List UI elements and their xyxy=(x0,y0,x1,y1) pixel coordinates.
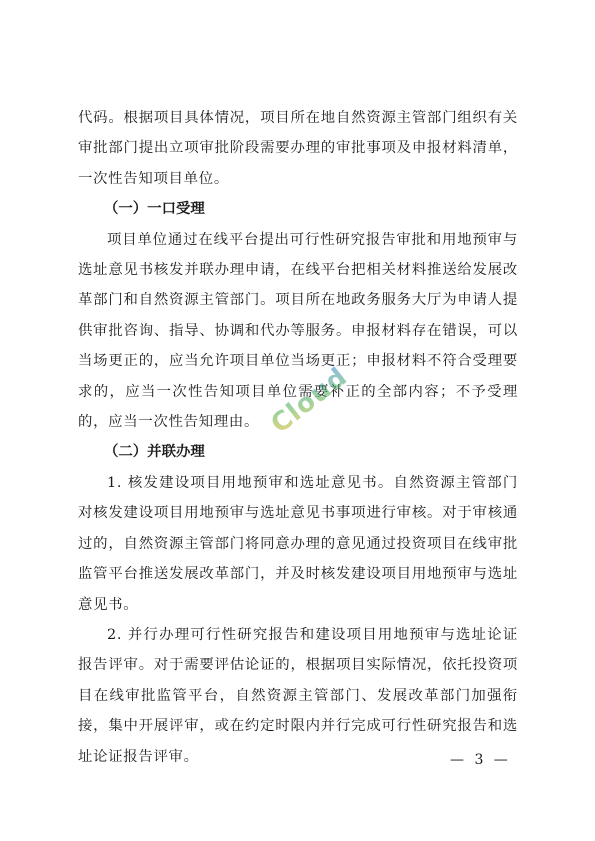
paragraph-one-window-acceptance: 项目单位通过在线平台提出可行性研究报告审批和用地预审与选址意见书核发并联办理申请，在线平台把相关材料推送给发展改革部门和自然资源主管部门。项目所在地政务服务大厅为申请人提供审批咨询、指导、协调和代办等服务。申报材料存在错误，可以当场更正的，应当允许项目单位当场更正；申报材料不符合受理要求的，应当一次性告知项目单位需要补正的全部内容；不予受理的，应当一次性告知理由。 xyxy=(78,231,518,431)
section-heading-one-window: （一）一口受理 xyxy=(104,201,205,218)
paragraph-item-2: 2. 并行办理可行性研究报告和建设项目用地预审与选址论证报告评审。对于需要评估论证的，根据项目实际情况，依托投资项目在线审批监管平台，自然资源主管部门、发展改革部门加强衔接，集中开展评审，或在约定时限内并行完成可行性研究报告和选址论证报告评审。 xyxy=(78,626,518,765)
paragraph-item-1: 1. 核发建设项目用地预审和选址意见书。自然资源主管部门对核发建设项目用地预审与选址意见书事项进行审核。对于审核通过的，自然资源主管部门将同意办理的意见通过投资项目在线审批监管平台推送发展改革部门，并及时核发建设项目用地预审与选址意见书。 xyxy=(78,474,518,613)
page-number: — 3 — xyxy=(450,752,511,768)
paragraph-intro: 代码。根据项目具体情况，项目所在地自然资源主管部门组织有关审批部门提出立项审批阶段需要办理的审批事项及申报材料清单，一次性告知项目单位。 xyxy=(78,110,518,187)
svg-text:Cloud: Cloud xyxy=(265,361,354,440)
document-body xyxy=(78,103,518,772)
section-heading-parallel: （二）并联办理 xyxy=(104,444,205,461)
